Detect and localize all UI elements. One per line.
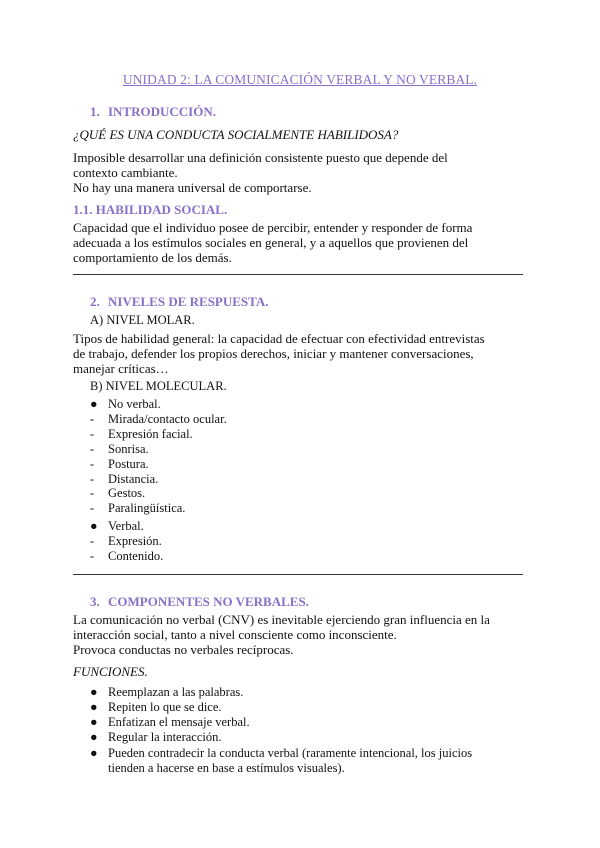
paragraph-line: No hay una manera universal de comportarse. bbox=[73, 180, 312, 195]
paragraph-line: interacción social, tanto a nivel consciente como inconsciente. bbox=[73, 627, 397, 642]
divider bbox=[73, 274, 523, 275]
section-1-heading: 1. INTRODUCCIÓN. bbox=[90, 104, 216, 119]
funciones-label: FUNCIONES. bbox=[73, 664, 148, 679]
document-page: UNIDAD 2: LA COMUNICACIÓN VERBAL Y NO VERBAL. 1. INTRODUCCIÓN. ¿QUÉ ES UNA CONDUCTA SOCIALMENTE HABILIDOSA? Imposible desarrollar una definición consistente puesto que depende del contexto cambiante. No hay una manera universal de comportarse. 1.1. HABILIDAD SOCIAL. Capacidad que el individuo posee de percibir, entender y responder de forma adecuada a los estímulos sociales en general, y a aquellos que provienen del comportamiento de los demás. 2. NIVELES DE RESPUESTA. A) NIVEL MOLAR. Tipos de habilidad general: la capacidad de efectuar con efectividad entrevistas de trabajo, defender los propios derechos, iniciar y mantener conversaciones, manejar críticas… B) NIVEL MOLECULAR. ● No verbal. - Mirada/contacto ocular. - Expresión facial. - Sonrisa. - Postura. - Distancia. - Gestos. - Paralingüística. ● Verbal. - Expresión. - Contenido. 3. COMPONENTES NO VERBALES. La comunicación no verbal (CNV) es inevitable ejerciendo gran influencia en la interacción social, tanto a nivel consciente como inconsciente. Provoca conductas no verbales recíprocas. FUNCIONES. ● Reemplazan a las palabras. ● Repiten lo que se dice. ● Enfatizan el mensaje verbal. ● Regular la interacción. ● Pueden contradecir la conducta verbal (raramente intencional, los juicios tienden a hacerse en base a estímulos visuales). bbox=[0, 0, 600, 848]
section-1-1-heading: 1.1. HABILIDAD SOCIAL. bbox=[73, 202, 228, 217]
paragraph-line: Provoca conductas no verbales recíprocas. bbox=[73, 642, 294, 657]
section-3-heading: 3. COMPONENTES NO VERBALES. bbox=[90, 594, 309, 609]
paragraph-line: Capacidad que el individuo posee de percibir, entender y responder de forma bbox=[73, 220, 473, 235]
paragraph-line: comportamiento de los demás. bbox=[73, 250, 232, 265]
paragraph-line: contexto cambiante. bbox=[73, 165, 178, 180]
divider bbox=[73, 574, 523, 575]
paragraph-line: La comunicación no verbal (CNV) es inevitable ejerciendo gran influencia en la bbox=[73, 612, 490, 627]
level-a: A) NIVEL MOLAR. bbox=[90, 313, 195, 327]
level-b: B) NIVEL MOLECULAR. bbox=[90, 379, 227, 393]
paragraph-line: adecuada a los estímulos sociales en general, y a aquellos que provienen del bbox=[73, 235, 469, 250]
paragraph-line: Imposible desarrollar una definición consistente puesto que depende del bbox=[73, 150, 448, 165]
question-line: ¿QUÉ ES UNA CONDUCTA SOCIALMENTE HABILIDOSA? bbox=[73, 127, 399, 142]
paragraph-line: Tipos de habilidad general: la capacidad de efectuar con efectividad entrevistas bbox=[73, 331, 485, 346]
section-2-heading: 2. NIVELES DE RESPUESTA. bbox=[90, 294, 269, 309]
paragraph-line: de trabajo, defender los propios derechos, iniciar y mantener conversaciones, bbox=[73, 346, 474, 361]
page-title: UNIDAD 2: LA COMUNICACIÓN VERBAL Y NO VERBAL. bbox=[122, 72, 478, 87]
paragraph-line: manejar críticas… bbox=[73, 361, 169, 376]
